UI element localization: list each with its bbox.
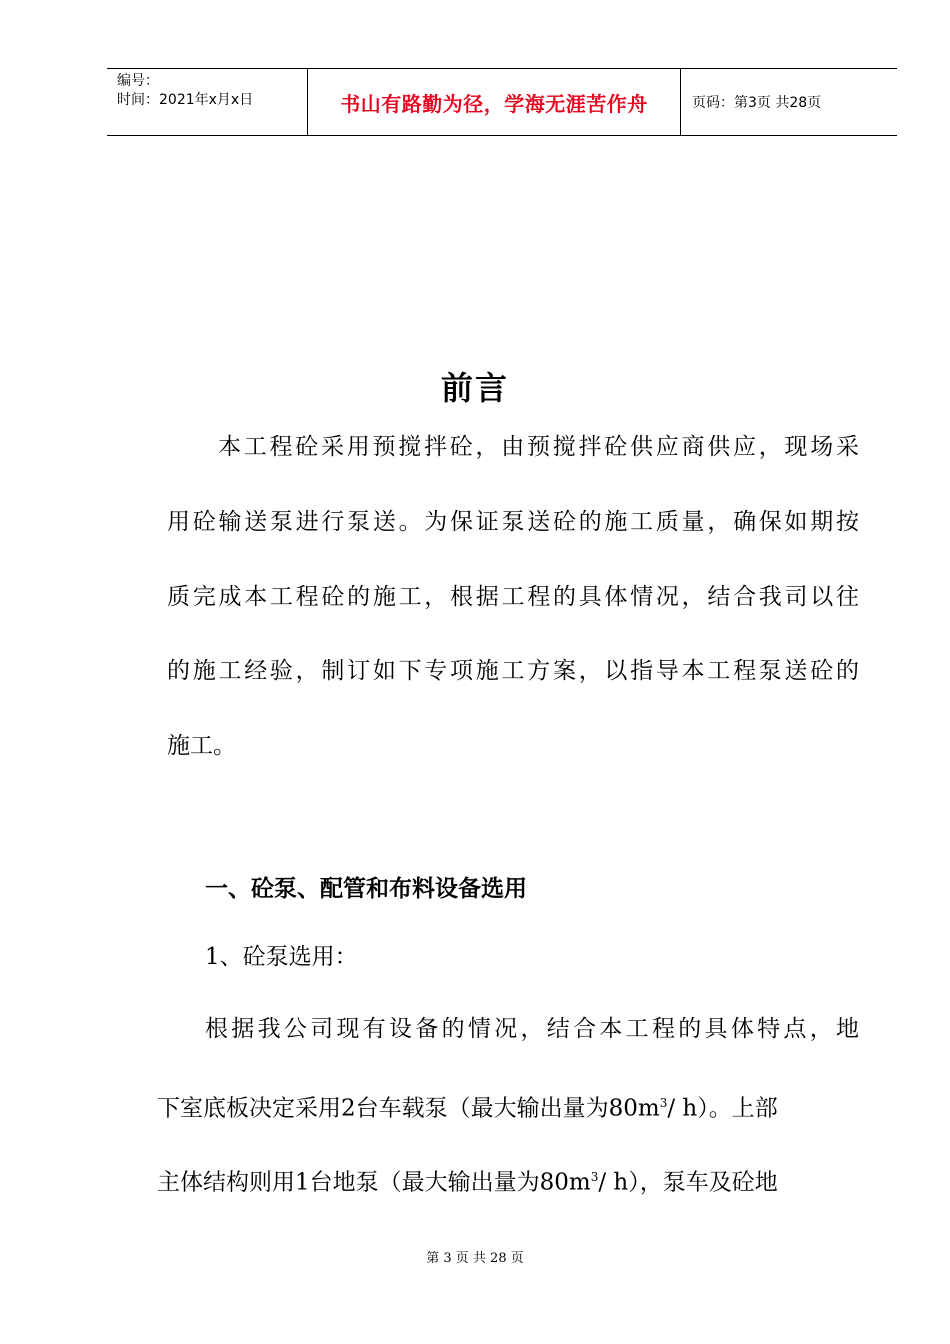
preface-line: 质完成本工程砼的施工，根据工程的具体情况，结合我司以往: [167, 584, 859, 610]
body-text-segment: 下室底板决定采用2台车载泵（最大输出量为80m: [157, 1095, 660, 1122]
superscript-exponent: 3: [590, 1170, 599, 1184]
header-motto: 书山有路勤为径，学海无涯苦作舟: [308, 69, 681, 135]
page-header: [107, 68, 897, 136]
preface-line: 本工程砼采用预搅拌砼，由预搅拌砼供应商供应，现场采: [218, 434, 859, 460]
section-heading: 一、砼泵、配管和布料设备选用: [205, 876, 527, 902]
header-page-info: 页码：第3页 共28页: [692, 95, 822, 111]
page-title: 前言: [440, 369, 509, 407]
body-text-segment: / h）。上部: [667, 1095, 778, 1122]
document-time-label: 时间：2021年x月x日: [117, 92, 254, 108]
document-number-label: 编号：: [117, 73, 159, 89]
body-text-segment: 主体结构则用1台地泵（最大输出量为80m: [157, 1169, 591, 1196]
page-footer: 第 3 页 共 28 页: [426, 1251, 524, 1266]
body-line-text: [157, 1088, 778, 1124]
body-line-text: [157, 1162, 778, 1198]
subsection-heading: 1、砼泵选用：: [205, 944, 358, 970]
preface-line: 用砼输送泵进行泵送。为保证泵送砼的施工质量，确保如期按: [167, 509, 859, 535]
header-meta: [107, 69, 308, 135]
preface-line: 的施工经验，制订如下专项施工方案，以指导本工程泵送砼的: [167, 658, 859, 684]
body-line: [157, 1088, 859, 1124]
body-line: 根据我公司现有设备的情况，结合本工程的具体特点，地: [205, 1016, 859, 1042]
body-line: [157, 1162, 859, 1198]
preface-line: 施工。: [167, 733, 236, 759]
body-text-segment: / h），泵车及砼地: [598, 1169, 778, 1196]
superscript-exponent: 3: [659, 1096, 668, 1110]
